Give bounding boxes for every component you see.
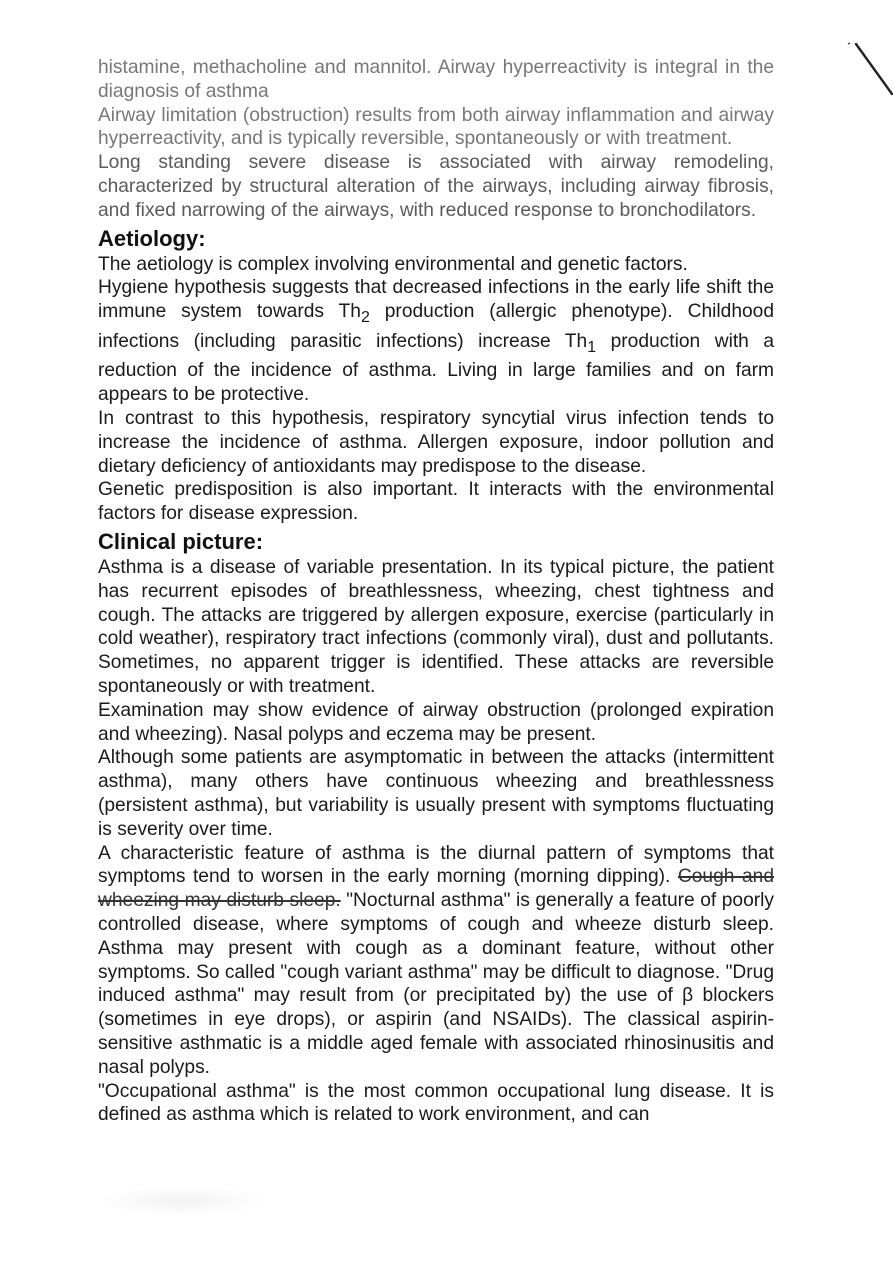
- clinical-paragraph-1: Asthma is a disease of variable presentation. In its typical picture, the patient has recurrent episodes of breathlessness, wheezing, chest tightness and cough. The attacks are triggered by allergen exposure, exercise (particularly in cold weather), respiratory tract infections (commonly viral), dust and pollutants. Sometimes, no apparent trigger is identified. These attacks are reversible spontaneously or with treatment.: [98, 557, 774, 697]
- clinical-p4-text-b: "Nocturnal asthma" is generally a feature of poorly controlled disease, where symptoms of cough and wheeze disturb sleep. Asthma may present with cough as a dominant feature, without other symptoms. So called "cough variant asthma" may be difficult to diagnose. "Drug induced asthma" may result from (or precipitated by) the use of β blockers (sometimes in eye drops), or aspirin (and NSAIDs). The classical aspirin-sensitive asthmatic is a middle aged female with associated rhinosinusitis and nasal polyps.: [98, 890, 774, 1078]
- aetiology-p2-text-b: production (allergic phenotype). Childhood infections (including parasitic infections) increase Th: [98, 301, 775, 352]
- aetiology-paragraph-4: Genetic predisposition is also important. It interacts with the environmental factors for disease expression.: [98, 479, 774, 525]
- intro-paragraph-3: Long standing severe disease is associated with airway remodeling, characterized by structural alteration of the airways, including airway fibrosis, and fixed narrowing of the airways, with reduced response to bronchodilators.: [98, 152, 774, 221]
- aetiology-p2-text-a: Hygiene hypothesis suggests that decreased infections in the early life shift the immune system towards Th: [98, 277, 774, 323]
- aetiology-heading: Aetiology:: [98, 225, 206, 251]
- th2-subscript: 2: [360, 309, 370, 326]
- clinical-paragraph-4: [98, 842, 774, 1080]
- clinical-paragraph-5: "Occupational asthma" is the most common occupational lung disease. It is defined as asthma which is related to work environment, and can: [98, 1080, 774, 1126]
- aetiology-paragraph-1: The aetiology is complex involving environmental and genetic factors.: [98, 253, 688, 275]
- aetiology-paragraph-2: [98, 276, 774, 407]
- clinical-p4-text-a: A characteristic feature of asthma is the diurnal pattern of symptoms that symptoms tend to worsen in the early morning (morning dipping).: [98, 842, 774, 888]
- struck-through-sentence: Cough and wheezing may disturb sleep.: [98, 866, 774, 912]
- clinical-picture-heading: Clinical picture:: [98, 529, 264, 554]
- intro-paragraph-2: Airway limitation (obstruction) results from both airway inflammation and airway hyperreactivity, and is typically reversible, spontaneously or with treatment.: [98, 104, 774, 150]
- page-body: [98, 56, 774, 1127]
- scan-smudge: [96, 1186, 266, 1216]
- clinical-paragraph-3: Although some patients are asymptomatic in between the attacks (intermittent asthma), many others have continuous wheezing and breathlessness (persistent asthma), but variability is usually present with symptoms fluctuating is severity over time.: [98, 747, 774, 840]
- pen-stroke-mark: [842, 38, 893, 108]
- intro-paragraph-1: histamine, methacholine and mannitol. Airway hyperreactivity is integral in the diagnosis of asthma: [98, 57, 774, 102]
- th1-subscript: 1: [587, 338, 597, 356]
- clinical-paragraph-2: Examination may show evidence of airway obstruction (prolonged expiration and wheezing). Nasal polyps and eczema may be present.: [98, 699, 774, 745]
- aetiology-paragraph-3: In contrast to this hypothesis, respiratory syncytial virus infection tends to increase the incidence of asthma. Allergen exposure, indoor pollution and dietary deficiency of antioxidants may predispose to the disease.: [98, 408, 774, 477]
- aetiology-p2-text-c: production with a reduction of the incidence of asthma. Living in large families and on farm appears to be protective.: [98, 330, 775, 406]
